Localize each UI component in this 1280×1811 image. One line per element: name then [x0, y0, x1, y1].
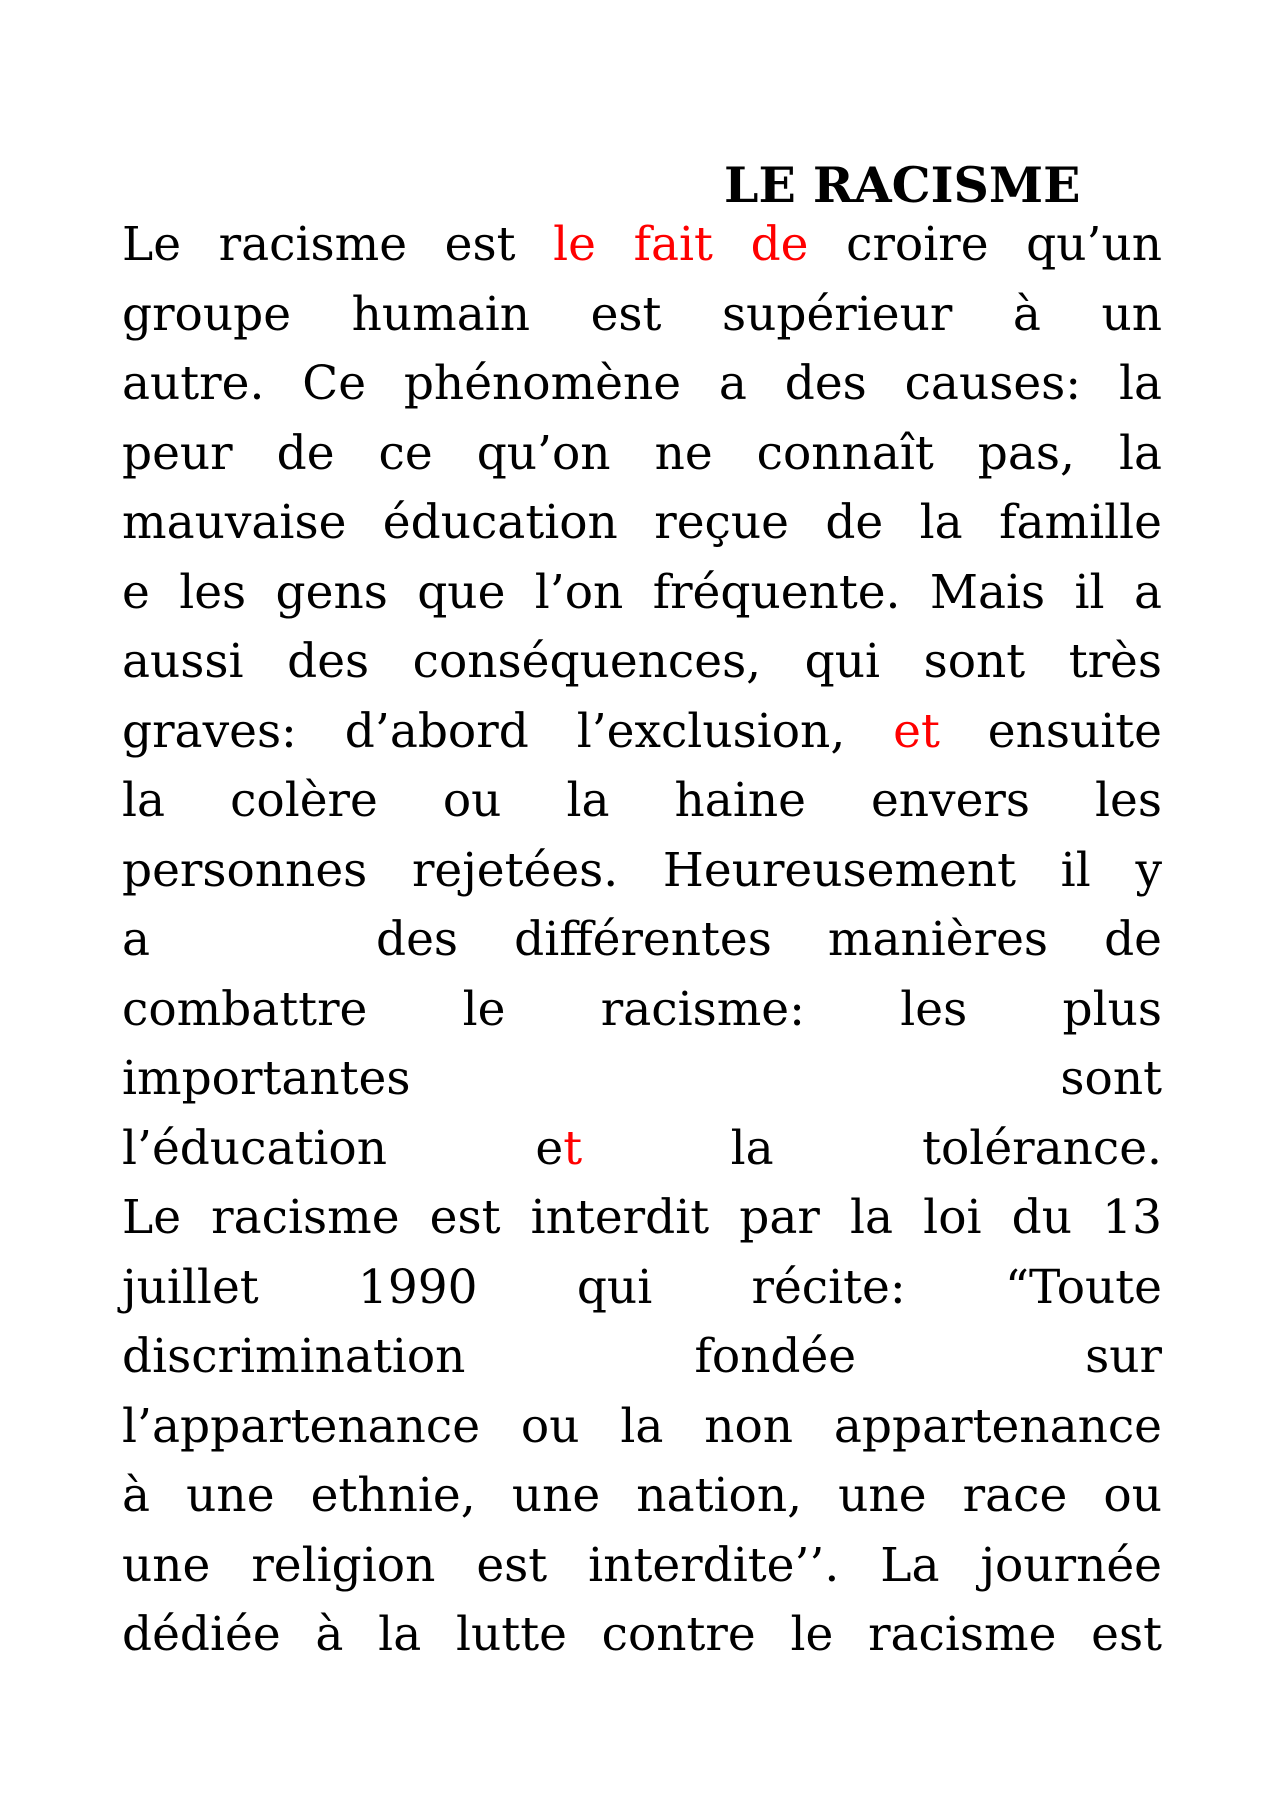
document-title: LE RACISME — [724, 156, 1081, 214]
text-line: une religion est interdite’’. La journée — [122, 1537, 1162, 1593]
text-line: discrimination fondée sur — [122, 1329, 1162, 1384]
text-line: aussi des conséquences, qui sont très — [122, 634, 1162, 689]
text-line: juillet 1990 qui récite: “Toute — [122, 1259, 1162, 1315]
text-line: personnes rejetées. Heureusement il y — [122, 842, 1162, 898]
text-fragment: la tolérance. — [582, 1120, 1162, 1176]
text-line: autre. Ce phénomène a des causes: la — [122, 356, 1162, 411]
highlighted-text: et — [893, 703, 940, 759]
text-line: groupe humain est supérieur à un — [122, 286, 1162, 342]
text-fragment: des différentes manières de — [376, 912, 1162, 967]
text-line: à une ethnie, une nation, une race ou — [122, 1468, 1162, 1523]
text-fragment: Le racisme est — [122, 217, 554, 272]
text-line: la colère ou la haine envers les — [122, 773, 1162, 828]
text-line — [122, 905, 1162, 975]
highlighted-text: le fait de — [553, 217, 809, 272]
text-line: mauvaise éducation reçue de la famille — [122, 495, 1162, 550]
text-line: peur de ce qu’on ne connaît pas, la — [122, 425, 1162, 481]
text-line — [122, 1114, 1162, 1184]
text-line: importantes sont — [122, 1051, 1162, 1106]
text-fragment: a — [122, 912, 151, 967]
highlighted-text: t — [563, 1120, 583, 1176]
text-fragment: graves: d’abord l’exclusion, — [122, 703, 894, 759]
text-line: Le racisme est interdit par la loi du 13 — [122, 1190, 1162, 1245]
document-body — [122, 210, 1162, 1670]
text-line — [122, 210, 1162, 280]
text-fragment: croire qu’un — [808, 217, 1162, 272]
text-line: l’appartenance ou la non appartenance — [122, 1398, 1162, 1454]
text-line: dédiée à la lutte contre le racisme est — [122, 1607, 1162, 1662]
text-fragment: ensuite — [939, 703, 1162, 759]
text-fragment: l’éducation e — [122, 1120, 564, 1176]
text-line: combattre le racisme: les plus — [122, 981, 1162, 1037]
text-line: e les gens que l’on fréquente. Mais il a — [122, 564, 1162, 620]
text-line — [122, 697, 1162, 767]
